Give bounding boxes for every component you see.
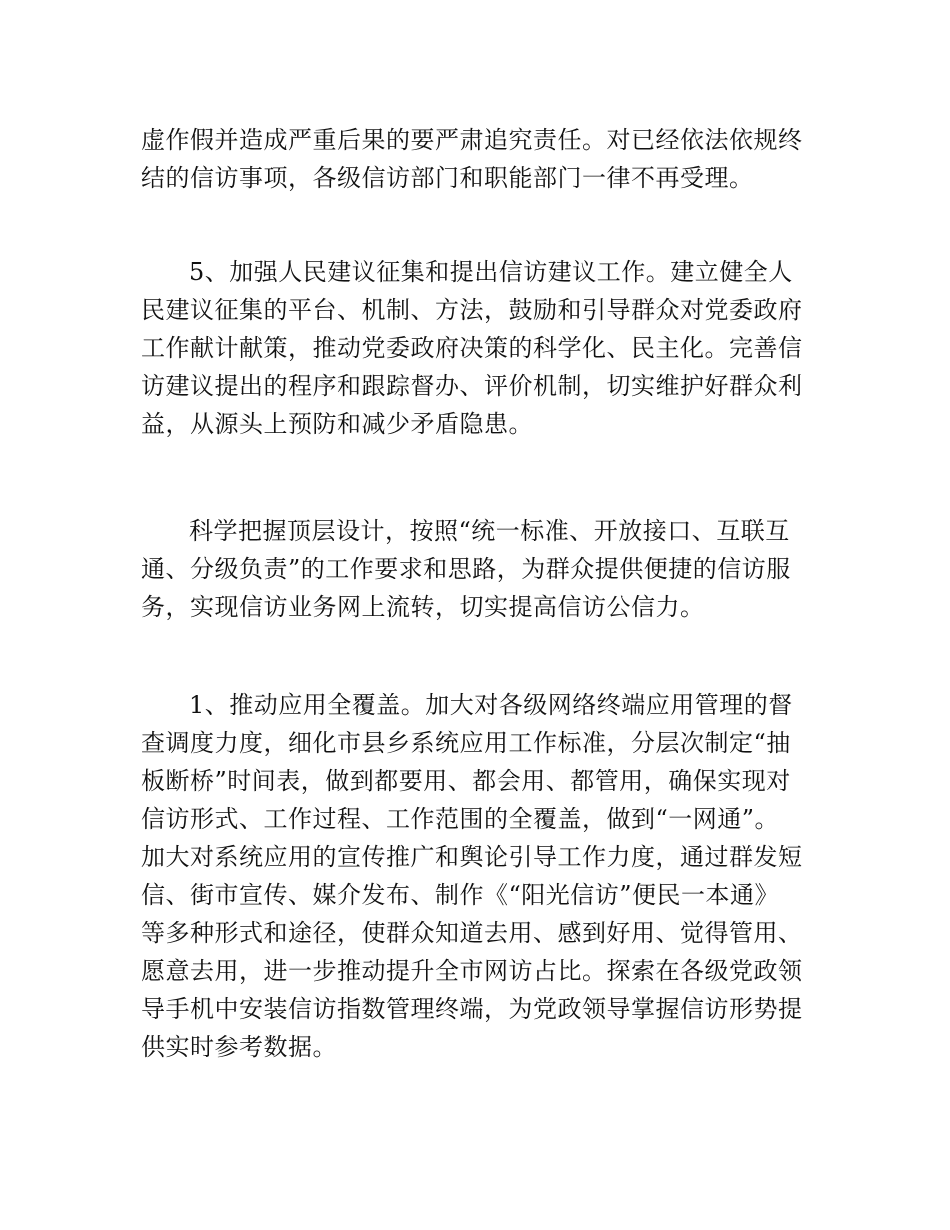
text-line: 信、街市宣传、媒介发布、制作《“阳光信访”便民一本通》 xyxy=(141,881,780,909)
text-line: 通、分级负责”的工作要求和思路，为群众提供便捷的信访服 xyxy=(141,555,791,583)
text-line: 信访形式、工作过程、工作范围的全覆盖，做到“一网通”。 xyxy=(141,805,780,833)
text-line: 结的信访事项，各级信访部门和职能部门一律不再受理。 xyxy=(141,164,754,192)
text-line: 板断桥”时间表，做到都要用、都会用、都管用，确保实现对 xyxy=(141,767,791,795)
text-line: 加大对系统应用的宣传推广和舆论引导工作力度，通过群发短 xyxy=(141,843,803,871)
paragraph-full-coverage xyxy=(141,686,813,1066)
text-line: 等多种形式和途径，使群众知道去用、感到好用、觉得管用、 xyxy=(141,919,803,947)
text-line: 1、推动应用全覆盖。加大对各级网络终端应用管理的督 xyxy=(189,691,793,719)
text-line: 愿意去用，进一步推动提升全市网访占比。探索在各级党政领 xyxy=(141,957,803,985)
text-line: 访建议提出的程序和跟踪督办、评价机制，切实维护好群众利 xyxy=(141,372,803,400)
paragraph-accountability xyxy=(141,121,813,197)
paragraph-top-level-design xyxy=(141,512,813,626)
text-line: 益，从源头上预防和减少矛盾隐患。 xyxy=(141,410,533,438)
text-line: 导手机中安装信访指数管理终端，为党政领导掌握信访形势提 xyxy=(141,995,803,1023)
text-line: 民建议征集的平台、机制、方法，鼓励和引导群众对党委政府 xyxy=(141,296,803,324)
text-line: 务，实现信访业务网上流转，切实提高信访公信力。 xyxy=(141,593,705,621)
text-line: 5、加强人民建议征集和提出信访建议工作。建立健全人 xyxy=(189,258,793,286)
text-line: 查调度力度，细化市县乡系统应用工作标准，分层次制定“抽 xyxy=(141,729,791,757)
paragraph-people-suggestions xyxy=(141,253,813,443)
text-line: 虚作假并造成严重后果的要严肃追究责任。对已经依法依规终 xyxy=(141,126,803,154)
text-line: 供实时参考数据。 xyxy=(141,1033,337,1061)
text-line: 科学把握顶层设计，按照“统一标准、开放接口、互联互 xyxy=(189,517,790,545)
text-line: 工作献计献策，推动党委政府决策的科学化、民主化。完善信 xyxy=(141,334,803,362)
